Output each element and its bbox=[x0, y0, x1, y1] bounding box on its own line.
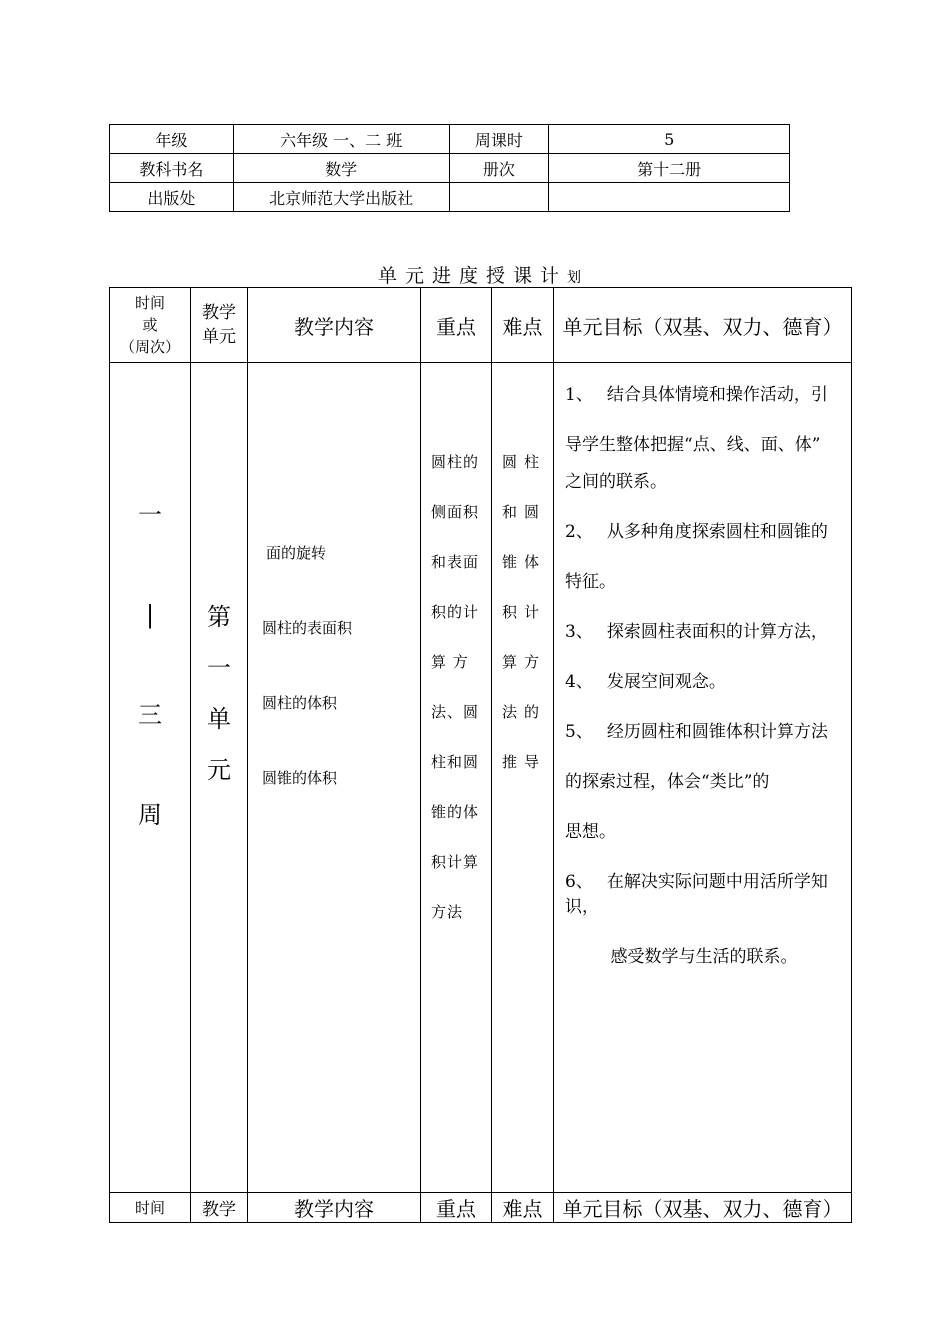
unit-char: 一 bbox=[207, 654, 231, 682]
book-label: 教科书名 bbox=[110, 154, 234, 183]
key-points-text: 圆柱的侧面积和表面积的计算 方法、圆柱和圆锥的体积计算方法 bbox=[431, 453, 480, 921]
difficulties-text: 圆柱和圆锥体积计算方法的推导 bbox=[502, 453, 547, 771]
volume-value: 第十二册 bbox=[549, 154, 790, 183]
header-unit: 教学 单元 bbox=[191, 288, 248, 363]
empty-cell bbox=[549, 183, 790, 212]
plan-body-row bbox=[110, 363, 852, 1193]
goals-list: 1、 结合具体情境和操作活动，引 导学生整体把握“点、线、面、体” 之间的联系。 2、 从多种角度探索圆柱和圆锥的 特征。 3、 探索圆柱表面积的计算方法， 4、 发展空间观念。 5、 经历圆柱和圆锥体积计算方法 的探索过程，体会“类比”的 思想。 6、 在解决实际问题中用活所学知识， 感受数学与生活的联系。 bbox=[565, 385, 828, 967]
time-char: | bbox=[145, 601, 155, 629]
book-value: 数学 bbox=[233, 154, 449, 183]
time-char: 一 bbox=[138, 501, 162, 529]
content-item: 面的旋转 bbox=[266, 544, 327, 562]
key-points-cell bbox=[421, 363, 492, 1193]
weekly-hours-label: 周课时 bbox=[449, 125, 549, 154]
footer-content: 教学内容 bbox=[248, 1193, 421, 1223]
empty-cell bbox=[449, 183, 549, 212]
unit-char: 第 bbox=[207, 603, 231, 631]
content-cell bbox=[248, 363, 421, 1193]
footer-goals: 单元目标（双基、双力、德育） bbox=[554, 1193, 852, 1223]
time-char: 三 bbox=[138, 701, 162, 729]
weekly-hours-value: 5 bbox=[549, 125, 790, 154]
content-item: 圆柱的体积 bbox=[262, 694, 338, 712]
plan-title-tail: 划 bbox=[567, 270, 581, 286]
unit-cell bbox=[191, 363, 248, 1193]
grade-value: 六年级 一、二 班 bbox=[233, 125, 449, 154]
publisher-value: 北京师范大学出版社 bbox=[233, 183, 449, 212]
header-key-points: 重点 bbox=[421, 288, 492, 363]
content-item: 圆柱的表面积 bbox=[262, 619, 353, 637]
plan-header-row bbox=[110, 288, 852, 363]
header-content: 教学内容 bbox=[248, 288, 421, 363]
footer-time: 时间 bbox=[110, 1193, 191, 1223]
content-item: 圆锥的体积 bbox=[262, 769, 338, 787]
unit-char: 元 bbox=[207, 756, 231, 784]
goals-cell bbox=[554, 363, 852, 1193]
header-goals: 单元目标（双基、双力、德育） bbox=[554, 288, 852, 363]
footer-difficulties: 难点 bbox=[492, 1193, 554, 1223]
info-row-grade bbox=[110, 125, 790, 154]
time-cell bbox=[110, 363, 191, 1193]
time-char: 周 bbox=[138, 801, 162, 829]
info-row-book bbox=[110, 154, 790, 183]
header-difficulties: 难点 bbox=[492, 288, 554, 363]
grade-label: 年级 bbox=[110, 125, 234, 154]
footer-key-points: 重点 bbox=[421, 1193, 492, 1223]
publisher-label: 出版处 bbox=[110, 183, 234, 212]
volume-label: 册次 bbox=[449, 154, 549, 183]
unit-char: 单 bbox=[207, 705, 231, 733]
course-info-table bbox=[109, 124, 790, 212]
header-time: 时间 或 （周次） bbox=[110, 288, 191, 363]
plan-title bbox=[109, 261, 850, 287]
difficulties-cell bbox=[492, 363, 554, 1193]
unit-plan-table bbox=[109, 287, 852, 1223]
info-row-publisher bbox=[110, 183, 790, 212]
plan-footer-row bbox=[110, 1193, 852, 1223]
plan-title-main: 单元进度授课计 bbox=[377, 265, 567, 287]
footer-unit: 教学 bbox=[191, 1193, 248, 1223]
